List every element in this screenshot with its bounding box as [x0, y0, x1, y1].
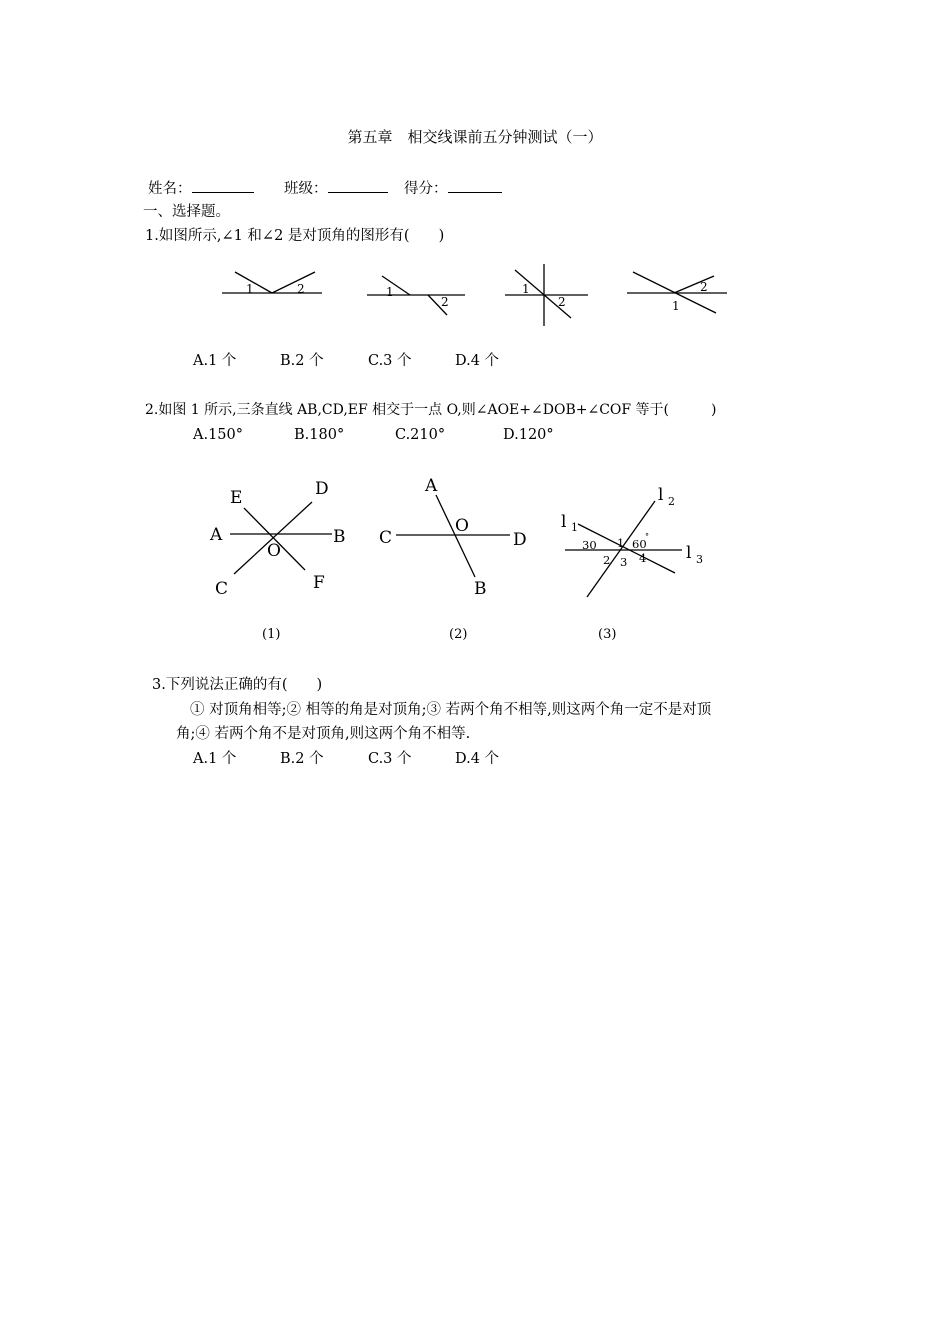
fig1-caption: (1) [262, 627, 281, 642]
fig2-label-D: D [513, 530, 527, 550]
fig3-angle-2: 2 [603, 553, 611, 567]
fig1-label-C: C [215, 579, 229, 599]
fig3-label-l3-sub: 3 [696, 553, 703, 566]
score-label: 得分： [404, 181, 448, 197]
fig3-label-l2-sub: 2 [668, 495, 675, 508]
q2-figure-1 [230, 502, 332, 574]
fig2-label-C: C [379, 528, 393, 548]
fig3-label-l1-sub: 1 [571, 521, 578, 534]
q1d-label-1: 1 [672, 299, 680, 313]
q1a-label-1: 1 [246, 282, 254, 296]
fig3-angle-1: 1 [617, 536, 625, 550]
fig3-angle-60: 60 [632, 537, 647, 551]
fig1-label-B: B [333, 527, 346, 547]
q3-option-d: D.4 个 [455, 751, 500, 767]
fig2-label-O: O [455, 516, 469, 536]
q1b-label-2: 2 [441, 295, 449, 309]
fig2-label-A: A [425, 476, 438, 496]
fig3-angle-4: 4 [639, 551, 647, 565]
q1a-label-2: 2 [297, 282, 305, 296]
q1-option-a: A.1 个 [193, 353, 237, 369]
q3-statement-line2: 角;④ 若两个角不是对顶角,则这两个角不相等. [176, 726, 471, 742]
fig3-angle-30: 30 [582, 538, 597, 552]
q3-option-b: B.2 个 [280, 751, 324, 767]
q1-option-b: B.2 个 [280, 353, 324, 369]
fig1-label-E: E [230, 488, 243, 508]
fig1-label-F: F [313, 573, 325, 593]
name-label: 姓名： [148, 181, 192, 197]
q1-option-d: D.4 个 [455, 353, 500, 369]
q1-figure-b [367, 276, 465, 315]
page-title: 第五章 相交线课前五分钟测试（一） [347, 128, 603, 146]
q1d-label-2: 2 [700, 280, 708, 294]
q3-option-a: A.1 个 [193, 751, 237, 767]
fig2-label-B: B [474, 579, 487, 599]
q2-option-c: C.210° [395, 427, 446, 443]
fig1-label-O: O [267, 541, 281, 561]
q1c-label-1: 1 [522, 282, 530, 296]
q3-statement-line1: ① 对顶角相等;② 相等的角是对顶角;③ 若两个角不相等,则这两个角一定不是对顶 [190, 702, 712, 718]
fig2-caption: (2) [449, 627, 468, 642]
fig3-label-l2: l [658, 485, 664, 505]
fig3-label-l1: l [561, 512, 567, 532]
q1-figure-a [222, 272, 322, 293]
q3-stem: 3.下列说法正确的有( ) [152, 677, 323, 693]
section-heading: 一、选择题。 [143, 204, 230, 220]
fig3-angle-3: 3 [620, 555, 628, 569]
q1b-label-1: 1 [386, 285, 394, 299]
q2-stem: 2.如图 1 所示,三条直线 AB,CD,EF 相交于一点 O,则∠AOE+∠DOB+∠COF 等于( ) [145, 402, 717, 418]
q1-option-c: C.3 个 [368, 353, 412, 369]
class-label: 班级： [284, 181, 328, 197]
q1-figure-c [505, 264, 588, 326]
fig1-label-A: A [210, 525, 223, 545]
q1c-label-2: 2 [558, 295, 566, 309]
q1-stem: 1.如图所示,∠1 和∠2 是对顶角的图形有( ) [145, 228, 445, 244]
fig3-label-l3: l [686, 543, 692, 563]
q2-option-d: D.120° [503, 427, 554, 443]
q2-option-a: A.150° [193, 427, 244, 443]
q3-option-c: C.3 个 [368, 751, 412, 767]
fig3-degree-mark: ° [645, 532, 649, 541]
fig3-caption: (3) [598, 627, 617, 642]
q2-figure-2 [396, 495, 510, 577]
q2-option-b: B.180° [294, 427, 345, 443]
fig1-label-D: D [315, 479, 329, 499]
